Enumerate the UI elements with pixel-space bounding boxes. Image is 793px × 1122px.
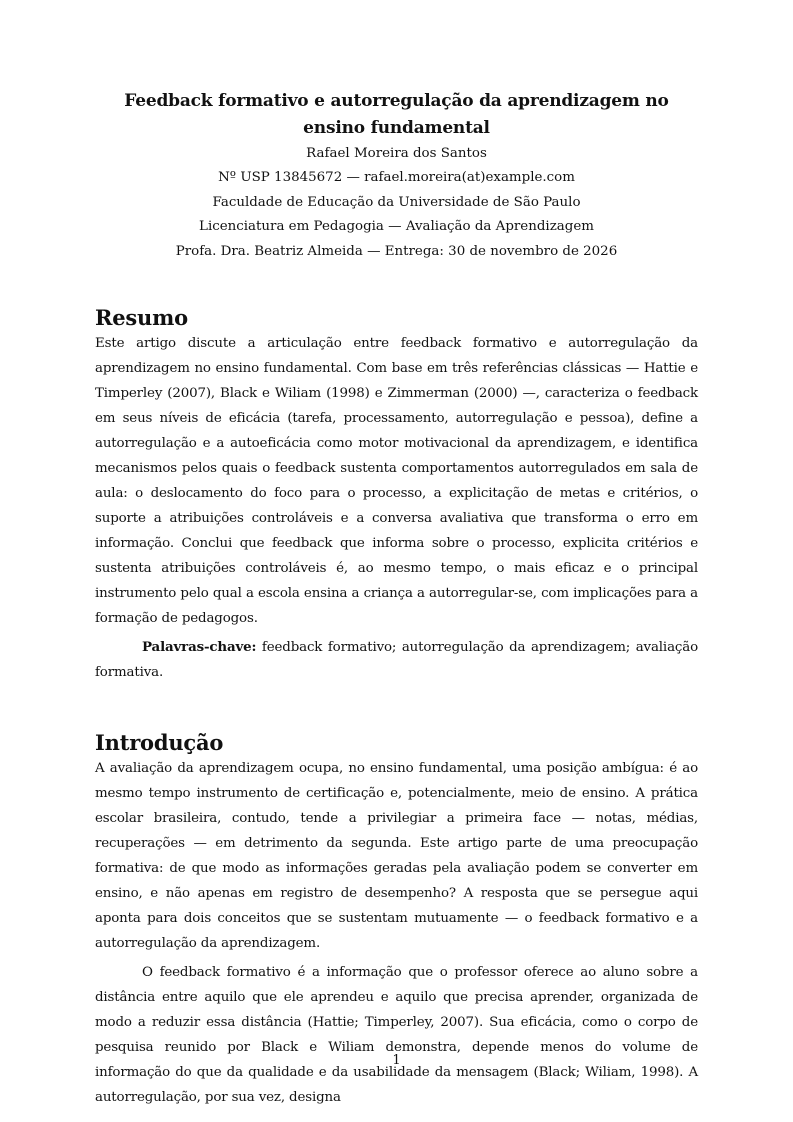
page-number: 1	[392, 1053, 401, 1068]
keywords-paragraph	[95, 635, 698, 685]
abstract-section	[95, 305, 698, 685]
author-block	[95, 142, 698, 264]
author-name: Rafael Moreira dos Santos	[306, 146, 487, 161]
introduction-paragraph-2: O feedback formativo é a informação que o professor oferece ao aluno sobre a distância entre aquilo que ele aprendeu e aquilo que precisa aprender, organizada de modo a reduzir essa distância (Hattie; Timperley, 2007). Sua eficácia, como o corpo de pesquisa reunido por Black e Wiliam demonstra, depende menos do volume de informação do que da qualidade e da usabilidade da mensagem (Black; Wiliam, 1998). A autorregulação, por sua vez, designa	[95, 965, 698, 1106]
paper-title: Feedback formativo e autorregulação da aprendizagem no ensino fundamental	[124, 91, 669, 138]
course-info: Licenciatura em Pedagogia — Avaliação da Aprendizagem	[199, 219, 594, 235]
professor-due-date: Profa. Dra. Beatriz Almeida — Entrega: 30 de novembro de 2026	[175, 243, 618, 259]
institution: Faculdade de Educação da Universidade de São Paulo	[212, 194, 581, 210]
introduction-heading: Introdução	[95, 730, 224, 756]
author-id-email: Nº USP 13845672 — rafael.moreira(at)example.com	[218, 170, 575, 186]
keywords-label: Palavras-chave:	[142, 639, 257, 656]
abstract-heading: Resumo	[95, 305, 188, 331]
keywords-text: feedback formativo; autorregulação da aprendizagem; avaliação formativa.	[95, 640, 698, 681]
abstract-text: Este artigo discute a articulação entre feedback formativo e autorregulação da aprendizagem no ensino fundamental. Com base em três referências clássicas — Hattie e Timperley (2007), Black e Wiliam (1998) e Zimmerman (2000) —, caracteriza o feedback em seus níveis de eficácia (tarefa, processamento, autorregulação e pessoa), define a autorregulação e a autoeficácia como motor motivacional da aprendizagem, e identifica mecanismos pelos quais o feedback sustenta comportamentos autorregulados em sala de aula: o deslocamento do foco para o processo, a explicitação de metas e critérios, o suporte a atribuições controláveis e a conversa avaliativa que transforma o erro em informação. Conclui que feedback que informa sobre o processo, explicita critérios e sustenta atribuições controláveis é, ao mesmo tempo, o mais eficaz e o principal instrumento pelo qual a escola ensina a criança a autorregular-se, com implicações para a formação de pedagogos.	[95, 336, 698, 627]
introduction-paragraph-1: A avaliação da aprendizagem ocupa, no ensino fundamental, uma posição ambígua: é ao mesmo tempo instrumento de certificação e, potencialmente, meio de ensino. A prática escolar brasileira, contudo, tende a privilegiar a primeira face — notas, médias, recuperações — em detrimento da segunda. Este artigo parte de uma preocupação formativa: de que modo as informações geradas pela avaliação podem se converter em ensino, e não apenas em registro de desempenho? A resposta que se persegue aqui aponta para dois conceitos que se sustentam mutuamente — o feedback formativo e a autorregulação da aprendizagem.	[95, 761, 698, 952]
